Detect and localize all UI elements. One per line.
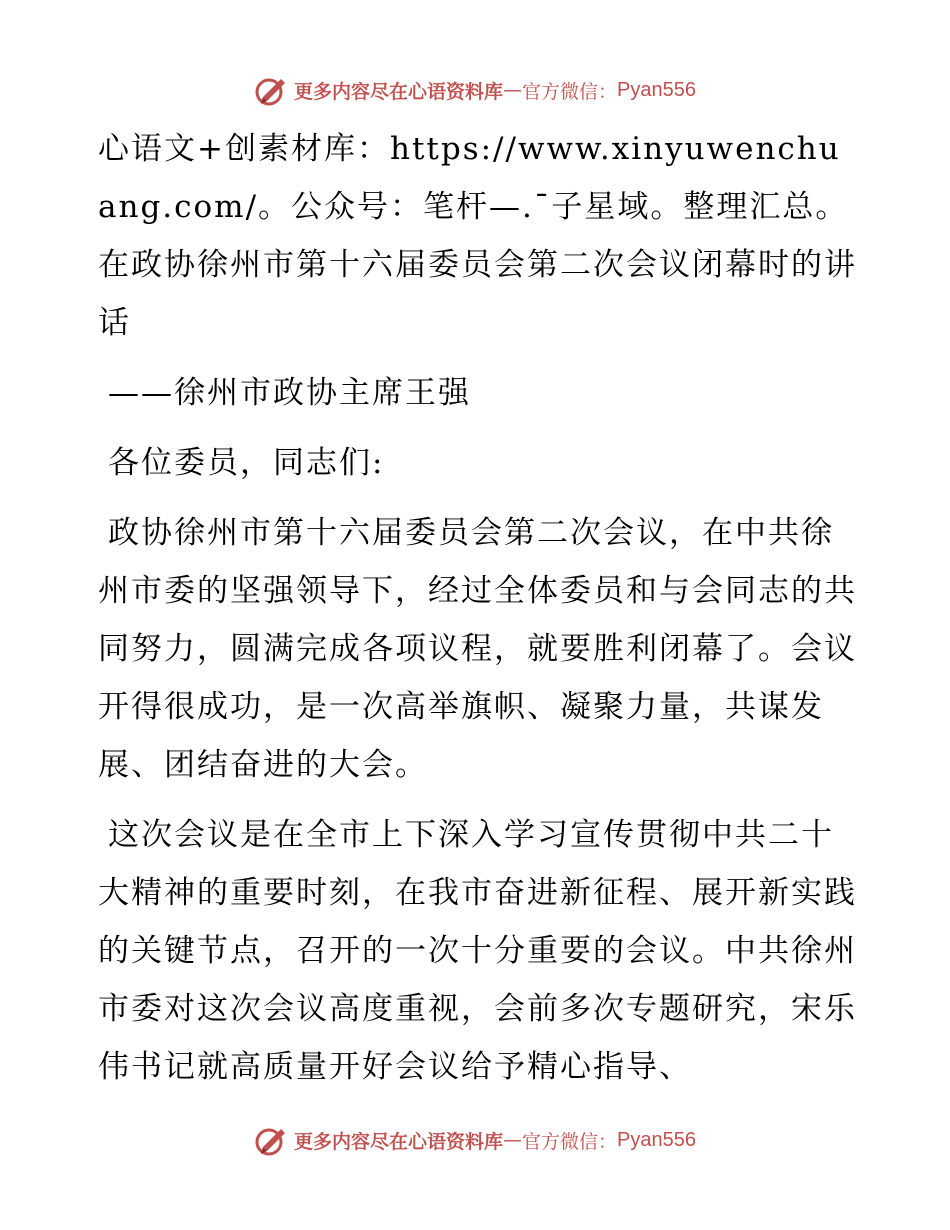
banner-separator: — <box>503 79 523 101</box>
document-body <box>98 120 858 1096</box>
wechat-label: 官方微信： <box>522 80 618 103</box>
salutation: 各位委员，同志们: <box>108 445 385 481</box>
speaker-line: ——徐州市政协主席王强 <box>108 375 471 411</box>
promo-text: 更多内容尽在心语资料库 <box>294 80 504 103</box>
intro-paragraph: 心语文+创素材库：https://www.xinyuwenchuang.com/。公众号：笔杆—.¯子星域。整理汇总。在政协徐州市第十六届委员会第二次会议闭幕时的讲话 <box>98 131 857 341</box>
body-paragraph: 政协徐州市第十六届委员会第二次会议，在中共徐州市委的坚强领导下，经过全体委员和与会同志的共同努力，圆满完成各项议程，就要胜利闭幕了。会议开得很成功，是一次高举旗帜、凝聚力量，共谋发展、团结奋进的大会。 <box>98 515 857 783</box>
header-watermark-banner <box>0 70 950 110</box>
banner-separator: — <box>503 1129 523 1151</box>
wechat-id: Pyan556 <box>617 1128 696 1151</box>
footer-watermark-banner <box>0 1120 950 1160</box>
wechat-id: Pyan556 <box>617 78 696 101</box>
pen-logo-icon <box>254 1123 288 1157</box>
promo-text: 更多内容尽在心语资料库 <box>294 1130 504 1153</box>
wechat-label: 官方微信： <box>522 1130 618 1153</box>
body-paragraph: 这次会议是在全市上下深入学习宣传贯彻中共二十大精神的重要时刻，在我市奋进新征程、展开新实践的关键节点，召开的一次十分重要的会议。中共徐州市委对这次会议高度重视，会前多次专题研究，宋乐伟书记就高质量开好会议给予精心指导、 <box>98 817 857 1085</box>
pen-logo-icon <box>254 73 288 107</box>
